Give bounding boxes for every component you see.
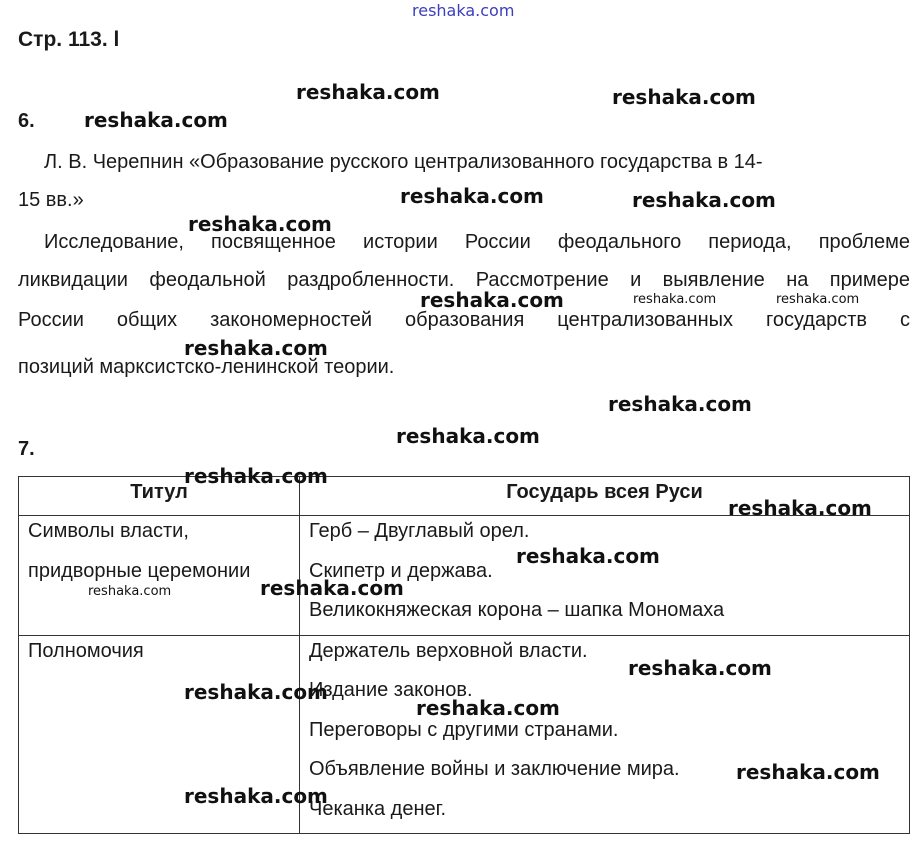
header-sovereign: Государь всея Руси — [300, 477, 910, 516]
book-title-line-2: 15 вв.» — [18, 189, 84, 211]
book-title-line-1: Л. В. Черепнин «Образование русского централизованного государства в 14- — [44, 151, 763, 173]
value-line: Герб – Двуглавый орел. — [309, 520, 530, 542]
watermark: reshaka.com — [728, 496, 872, 520]
value-line: Держатель верховной власти. — [309, 639, 588, 662]
row-label-symbols — [19, 516, 300, 636]
header-title: Титул — [19, 477, 300, 516]
watermark: reshaka.com — [776, 292, 860, 307]
watermark: reshaka.com — [632, 188, 776, 212]
value-line: Великокняжеская корона – шапка Мономаха — [309, 599, 725, 621]
watermark: reshaka.com — [736, 760, 880, 784]
watermark: reshaka.com — [296, 80, 440, 104]
value-line: Издание законов. — [309, 679, 473, 701]
row-values-powers — [300, 635, 910, 834]
page-title: Стр. 113. l — [18, 28, 120, 51]
label-line: придворные церемонии — [28, 559, 251, 582]
watermark-top: reshaka.com — [412, 1, 515, 20]
watermark: reshaka.com — [84, 108, 228, 132]
watermark: reshaka.com — [260, 576, 404, 600]
label-line: Полномочия — [28, 639, 144, 662]
watermark: reshaka.com — [188, 212, 332, 236]
description-line-3: России общих закономерностей образования централизованных государств с — [18, 309, 910, 331]
task-7-number: 7. — [18, 438, 35, 460]
watermark: reshaka.com — [184, 464, 328, 488]
value-line: Скипетр и держава. — [309, 559, 493, 582]
watermark: reshaka.com — [628, 656, 772, 680]
watermark: reshaka.com — [416, 696, 560, 720]
watermark: reshaka.com — [88, 584, 172, 599]
label-line: Символы власти, — [28, 520, 189, 542]
watermark: reshaka.com — [400, 184, 544, 208]
description-line-1: Исследование, посвященное истории России феодального периода, проблеме — [44, 231, 910, 253]
watermark: reshaka.com — [608, 392, 752, 416]
watermark: reshaka.com — [633, 292, 717, 307]
value-line: Объявление войны и заключение мира. — [309, 758, 680, 780]
watermark: reshaka.com — [184, 680, 328, 704]
watermark: reshaka.com — [184, 336, 328, 360]
watermark: reshaka.com — [396, 424, 540, 448]
value-line: Переговоры с другими странами. — [309, 718, 619, 741]
watermark: reshaka.com — [184, 784, 328, 808]
table-row — [19, 635, 910, 834]
watermark: reshaka.com — [612, 85, 756, 109]
task-6-number: 6. — [18, 110, 35, 132]
watermark: reshaka.com — [516, 544, 660, 568]
description-line-4: позиций марксистско-ленинской теории. — [18, 356, 395, 378]
watermark: reshaka.com — [420, 288, 564, 312]
description-line-2: ликвидации феодальной раздробленности. Рассмотрение и выявление на примере — [18, 269, 910, 291]
table-row — [19, 516, 910, 636]
value-line: Чеканка денег. — [309, 797, 447, 820]
